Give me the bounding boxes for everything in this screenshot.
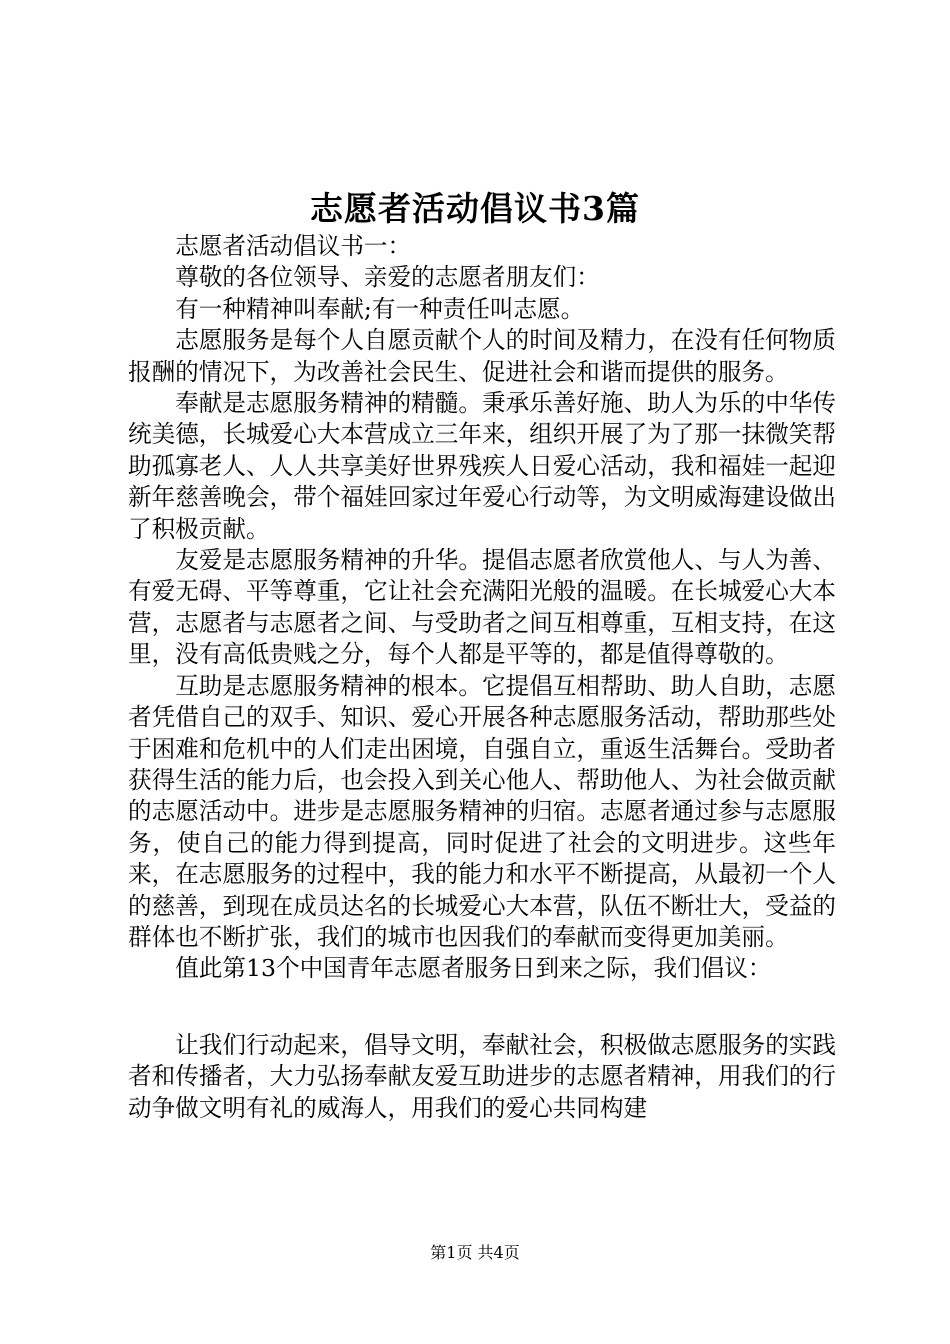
paragraph-dedication: 奉献是志愿服务精神的精髓。秉承乐善好施、助人为乐的中华传统美德，长城爱心大本营成立三年来，组织开展了为了那一抹微笑帮助孤寡老人、人人共享美好世界残疾人日爱心活动，我和福娃一起迎新年慈善晚会，带个福娃回家过年爱心行动等，为文明威海建设做出了积极贡献。: [128, 389, 836, 543]
paragraph-motto: 有一种精神叫奉献;有一种责任叫志愿。: [175, 294, 585, 323]
paragraph-fraternity: 友爱是志愿服务精神的升华。提倡志愿者欣赏他人、与人为善、有爱无碍、平等尊重，它让社会充满阳光般的温暖。在长城爱心大本营，志愿者与志愿者之间、与受助者之间互相尊重，互相支持，在这里，没有高低贵贱之分，每个人都是平等的，都是值得尊敬的。: [128, 546, 836, 669]
paragraph-proposal-intro: 值此第13个中国青年志愿者服务日到来之际，我们倡议：: [175, 954, 772, 983]
document-body: [128, 231, 836, 1124]
page-footer: 第1页 共4页: [430, 1243, 520, 1262]
paragraph-gap: [128, 985, 836, 1030]
paragraph-heading: 志愿者活动倡议书一：: [175, 232, 412, 260]
paragraph-mutual-aid: 互助是志愿服务精神的根本。它提倡互相帮助、助人自助，志愿者凭借自己的双手、知识、爱心开展各种志愿服务活动，帮助那些处于困难和危机中的人们走出困境，自强自立，重返生活舞台。受助者获得生活的能力后，也会投入到关心他人、帮助他人、为社会做贡献的志愿活动中。进步是志愿服务精神的归宿。志愿者通过参与志愿服务，使自己的能力得到提高，同时促进了社会的文明进步。这些年来，在志愿服务的过程中，我的能力和水平不断提高，从最初一个人的慈善，到现在成员达名的长城爱心大本营，队伍不断壮大，受益的群体也不断扩张，我们的城市也因我们的奉献而变得更加美丽。: [128, 671, 836, 951]
paragraph-definition: 志愿服务是每个人自愿贡献个人的时间及精力，在没有任何物质报酬的情况下，为改善社会民生、促进社会和谐而提供的服务。: [128, 326, 836, 386]
document-title: 志愿者活动倡议书3篇: [310, 189, 640, 228]
paragraph-call-to-action: 让我们行动起来，倡导文明，奉献社会，积极做志愿服务的实践者和传播者，大力弘扬奉献友爱互助进步的志愿者精神，用我们的行动争做文明有礼的威海人，用我们的爱心共同构建: [128, 1030, 836, 1122]
paragraph-salutation: 尊敬的各位领导、亲爱的志愿者朋友们：: [175, 263, 600, 292]
